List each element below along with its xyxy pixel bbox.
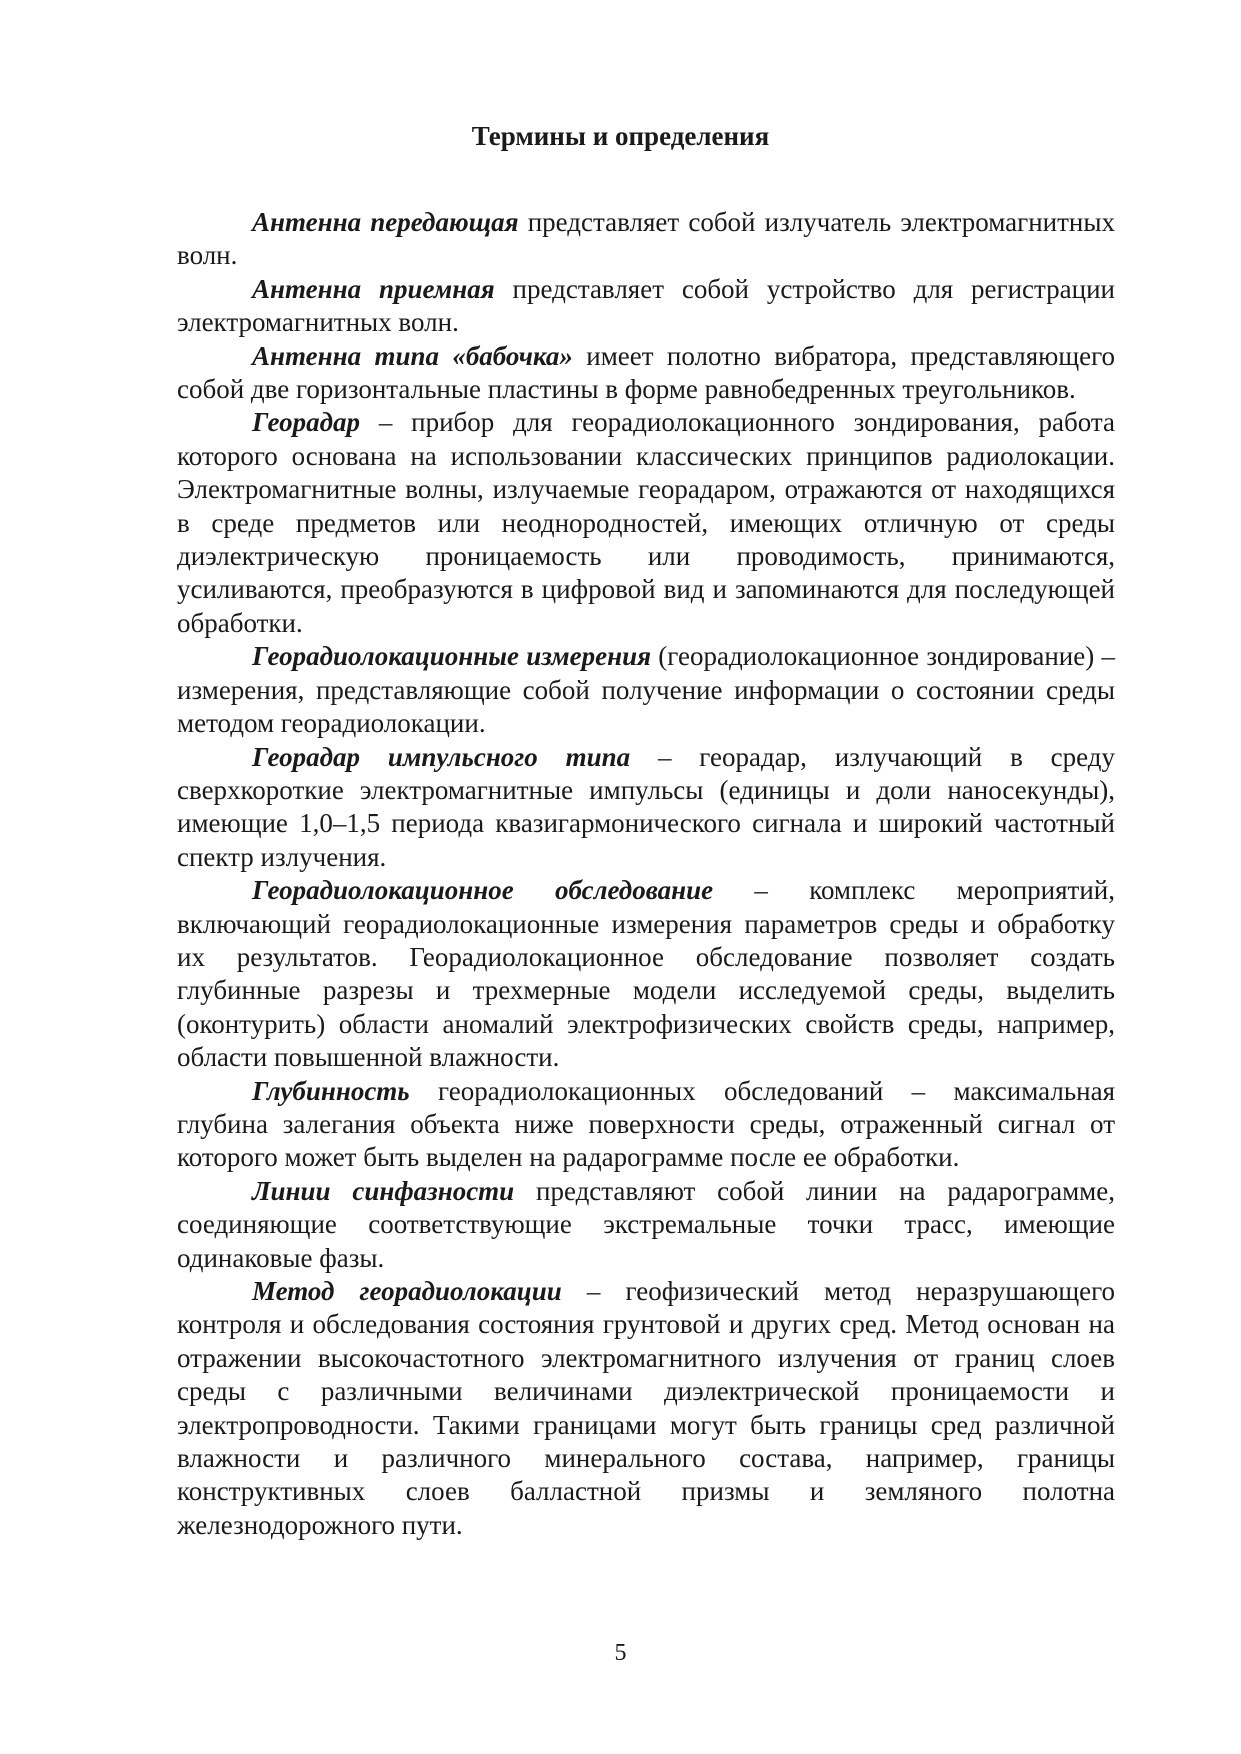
definition-entry	[177, 1175, 1115, 1275]
definition-term: Георадиолокационные измерения	[252, 641, 651, 672]
definition-text: представляют собой линии на радарограмме, соединяющие соответствующие экстремальные точки трасс, имеющие одинаковые фазы.	[177, 1175, 1116, 1273]
definition-entry	[177, 1275, 1115, 1542]
definition-term: Глубинность	[252, 1075, 410, 1106]
definition-text: имеет полотно вибратора, представляющего собой две горизонтальные пластины в форме равнобедренных треугольников.	[177, 340, 1116, 405]
definition-entry	[177, 340, 1115, 407]
definition-text: георадиолокационных обследований – максимальная глубина залегания объекта ниже поверхности среды, отраженный сигнал от которого может быть выделен на радарограмме после ее обработки.	[177, 1075, 1115, 1173]
definition-term: Антенна приемная	[252, 273, 495, 304]
page-title: Термины и определения	[471, 121, 770, 151]
definition-text: представляет собой излучатель электромагнитных волн.	[177, 207, 1115, 271]
definition-text: – геофизический метод неразрушающего контроля и обследования состояния грунтовой и других сред. Метод основан на отражении высокочастотного электромагнитного излучения от границ слоев среды с различными величинами диэлектрической проницаемости и электропроводности. Такими границами могут быть границы сред различной влажности и различного минерального состава, например, границы конструктивных слоев балластной призмы и земляного полотна железнодорожного пути.	[177, 1276, 1116, 1540]
definition-term: Линии синфазности	[252, 1175, 515, 1206]
definition-term: Метод георадиолокации	[252, 1276, 562, 1306]
definition-text: представляет собой устройство для регистрации электромагнитных волн.	[177, 273, 1115, 338]
definition-term: Антенна типа «бабочка»	[252, 340, 573, 371]
definition-entry	[177, 273, 1115, 340]
page-number: 5	[614, 1640, 627, 1666]
definition-entry	[177, 640, 1115, 740]
definition-entry	[177, 406, 1115, 640]
definition-entry	[177, 874, 1115, 1074]
definition-entry	[177, 741, 1115, 875]
definition-term: Георадиолокационное обследование	[252, 875, 714, 906]
definition-entry	[177, 206, 1115, 273]
definition-term: Георадар импульсного типа	[252, 741, 631, 772]
definition-text: – комплекс мероприятий, включающий георадиолокационные измерения параметров среды и обработку их результатов. Георадиолокационное обследование позволяет создать глубинные разрезы и трехмерные модели исследуемой среды, выделить (оконтурить) области аномалий электрофизических свойств среды, например, области повышенной влажности.	[177, 875, 1115, 1073]
definition-text: – прибор для георадиолокационного зондирования, работа которого основана на использовании классических принципов радиолокации. Электромагнитные волны, излучаемые георадаром, отражаются от находящихся в среде предметов или неоднородностей, имеющих отличную от среды диэлектрическую проницаемость или проводимость, принимаются, усиливаются, преобразуются в цифровой вид и запоминаются для последующей обработки.	[177, 407, 1115, 638]
definition-entry	[177, 1075, 1115, 1175]
definition-text: (георадиолокационное зондирование) – измерения, представляющие собой получение информации о состоянии среды методом георадиолокации.	[177, 641, 1115, 739]
definition-text: – георадар, излучающий в среду сверхкороткие электромагнитные импульсы (единицы и доли наносекунды), имеющие 1,0–1,5 периода квазигармонического сигнала и широкий частотный спектр излучения.	[177, 741, 1115, 872]
definition-term: Георадар	[252, 407, 361, 438]
definitions-list	[177, 206, 1115, 1542]
definition-term: Антенна передающая	[252, 207, 519, 237]
